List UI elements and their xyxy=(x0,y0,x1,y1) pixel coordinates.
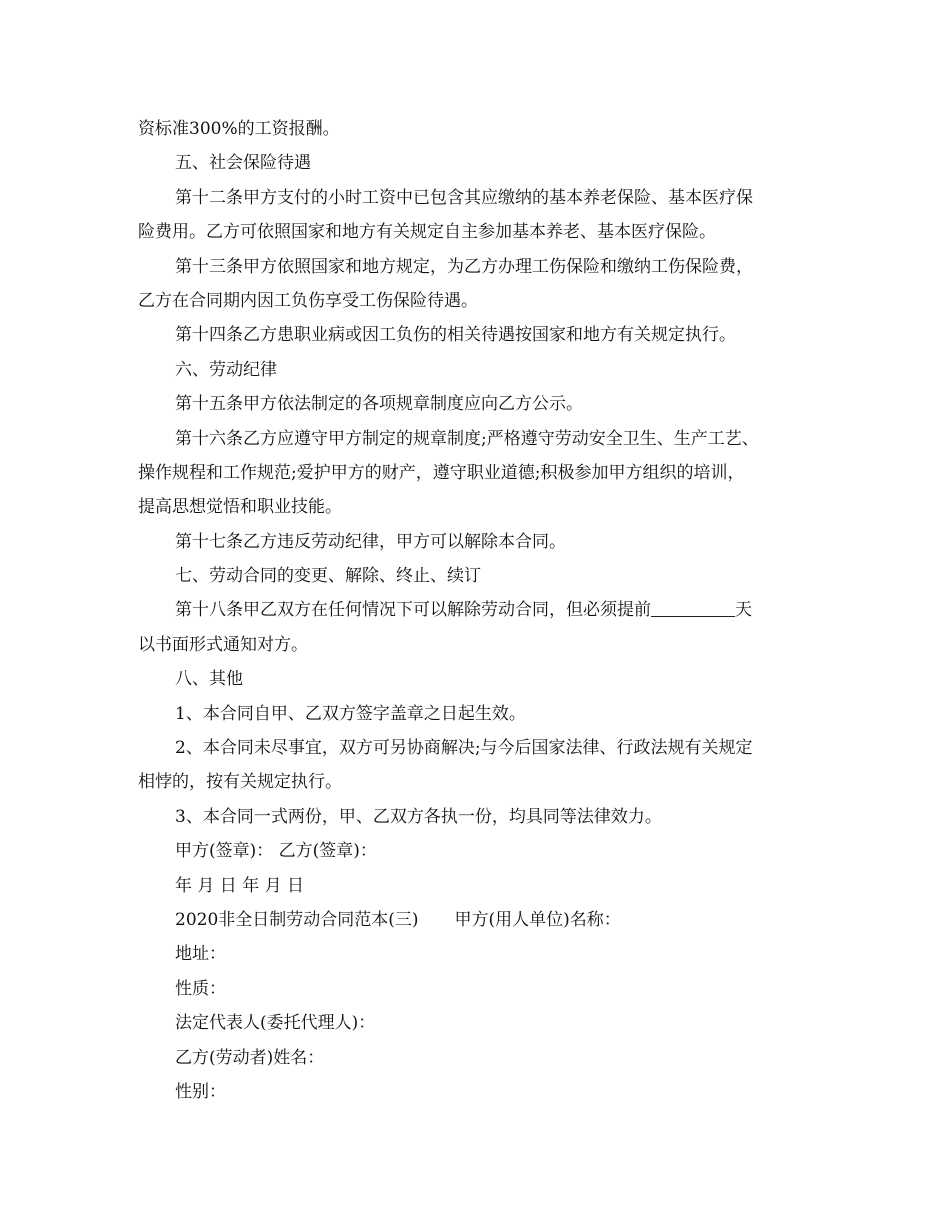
article-12-line-2: 险费用。乙方可依照国家和地方有关规定自主参加基本养老、基本医疗保险。 xyxy=(138,222,716,243)
template-title: 2020非全日制劳动合同范本(三) xyxy=(175,909,419,930)
employee-name-label: 乙方(劳动者)姓名： xyxy=(175,1047,325,1068)
article-16-line-1: 第十六条乙方应遵守甲方制定的规章制度;严格遵守劳动安全卫生、生产工艺、 xyxy=(175,428,759,449)
address-label: 地址： xyxy=(175,944,226,965)
article-18-line-1 xyxy=(138,593,818,627)
other-clause-2-line-2: 相悖的，按有关规定执行。 xyxy=(138,772,342,793)
section-heading-social-insurance: 五、社会保险待遇 xyxy=(175,153,311,174)
document-body xyxy=(138,112,818,1109)
article-13-line-2: 乙方在合同期内因工负伤享受工伤保险待遇。 xyxy=(138,290,478,311)
article-14: 第十四条乙方患职业病或因工负伤的相关待遇按国家和地方有关规定执行。 xyxy=(175,325,736,346)
section-heading-contract-changes: 七、劳动合同的变更、解除、终止、续订 xyxy=(175,566,481,587)
section-heading-other: 八、其他 xyxy=(175,669,243,690)
other-clause-1: 1、本合同自甲、乙双方签字盖章之日起生效。 xyxy=(175,703,526,724)
date-line: 年 月 日 年 月 日 xyxy=(175,875,305,896)
text-line-1: 资标准300%的工资报酬。 xyxy=(138,119,340,139)
article-13-line-1: 第十三条甲方依照国家和地方规定，为乙方办理工伤保险和缴纳工伤保险费， xyxy=(175,256,753,277)
article-16-line-2: 操作规程和工作规范;爱护甲方的财产，遵守职业道德;积极参加甲方组织的培训， xyxy=(138,462,745,483)
article-16-line-3: 提高思想觉悟和职业技能。 xyxy=(138,497,342,518)
article-18-text: 第十八条甲乙双方在任何情况下可以解除劳动合同，但必须提前 xyxy=(175,600,651,621)
other-clause-2-line-1: 2、本合同未尽事宜，双方可另协商解决;与今后国家法律、行政法规有关规定 xyxy=(175,738,753,759)
other-clause-3: 3、本合同一式两份，甲、乙双方各执一份，均具同等法律效力。 xyxy=(175,806,662,827)
article-15: 第十五条甲方依法制定的各项规章制度应向乙方公示。 xyxy=(175,394,583,415)
signature-line: 甲方(签章)： 乙方(签章)： xyxy=(175,841,377,862)
legal-representative-label: 法定代表人(委托代理人)： xyxy=(175,1013,376,1034)
notice-days-blank xyxy=(651,598,735,617)
article-17: 第十七条乙方违反劳动纪律，甲方可以解除本合同。 xyxy=(175,531,566,552)
article-18-days-unit: 天 xyxy=(735,600,752,621)
employer-name-label: 甲方(用人单位)名称： xyxy=(454,909,621,930)
gender-label: 性别： xyxy=(175,1081,226,1102)
nature-label: 性质： xyxy=(175,978,226,999)
section-heading-labor-discipline: 六、劳动纪律 xyxy=(175,359,277,380)
template-title-line xyxy=(138,903,818,937)
article-18-line-2: 以书面形式通知对方。 xyxy=(138,634,308,655)
article-12-line-1: 第十二条甲方支付的小时工资中已包含其应缴纳的基本养老保险、基本医疗保 xyxy=(175,187,753,208)
